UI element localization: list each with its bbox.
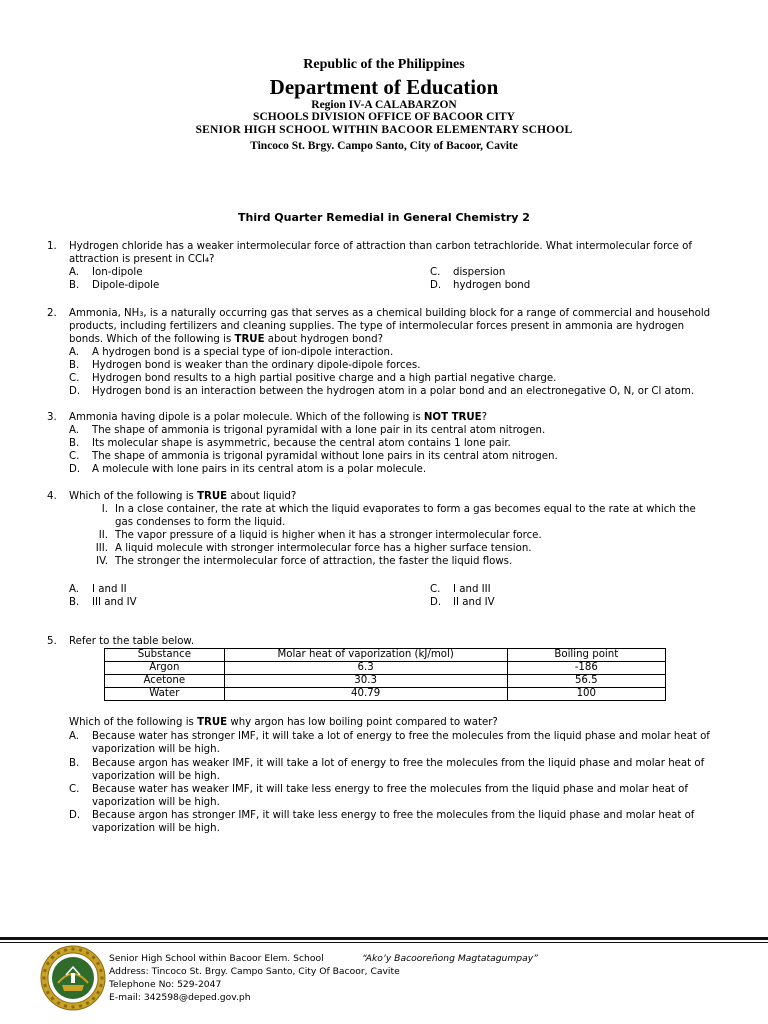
table-header-cell: Boiling point <box>507 649 665 662</box>
table-header-row <box>105 649 666 662</box>
q4-number: 4. <box>47 491 57 502</box>
q4-text: Which of the following is TRUE about liquid? <box>69 491 297 502</box>
table-cell: 100 <box>507 688 665 701</box>
footer-divider-thick <box>0 937 768 940</box>
table-header-cell: Molar heat of vaporization (kJ/mol) <box>224 649 507 662</box>
footer-telephone: Telephone No: 529-2047 <box>109 979 222 990</box>
table-cell: 56.5 <box>507 675 665 688</box>
q2-number: 2. <box>47 308 57 319</box>
seal-tooth <box>101 977 104 980</box>
footer-divider-thin <box>0 942 768 943</box>
table-row <box>105 662 666 675</box>
table-cell: 30.3 <box>224 675 507 688</box>
document-page: Republic of the Philippines Department of Education Region IV-A CALABARZON SCHOOLS DIVISION OFFICE OF BACOOR CITY SENIOR HIGH SCHOOL WITHIN BACOOR ELEMENTARY SCHOOL Tincoco St. Brgy. Campo Santo, City of Bacoor, Cavite Third Quarter Remedial in General Chemistry 2 1. Hydrogen chloride has a weaker intermolecular force of attraction than carbon tetrachloride. What intermolecular force of attraction is present in CCl₄? A. Ion-dipole B. Dipole-dipole C. dispersion D. hydrogen bond 2. Ammonia, NH₃, is a naturally occurring gas that serves as a chemical building block for a range of commercial and household products, including fertilizers and cleaning supplies. The type of intermolecular forces present in ammonia are hydrogen bonds. Which of the following is TRUE about hydrogen bond? A. A hydrogen bond is a special type of ion-dipole interaction. B. Hydrogen bond is weaker than the ordinary dipole-dipole forces. C. Hydrogen bond results to a high partial positive charge and a high partial negative charge. D. Hydrogen bond is an interaction between the hydrogen atom in a polar bond and an electronegative O, N, or Cl atom. 3. Ammonia having dipole is a polar molecule. Which of the following is NOT TRUE? A. The shape of ammonia is trigonal pyramidal with a lone pair in its central atom nitrogen. B. Its molecular shape is asymmetric, because the central atom contains 1 lone pair. C. The shape of ammonia is trigonal pyramidal without lone pairs in its central atom nitrogen. D. A molecule with lone pairs in its central atom is a polar molecule. 4. Which of the following is TRUE about liquid? I. In a close container, the rate at which the liquid evaporates to form a gas becomes equal to the rate at which the gas condenses to form the liquid. II. The vapor pressure of a liquid is higher when it has a stronger intermolecular force. III. A liquid molecule with stronger intermolecular force has a higher surface tension. IV. The stronger the intermolecular force of attraction, the faster the liquid flows. A. I and II B. III and IV C. I and III D. II and IV 5. Refer to the table below. Substance Molar heat of vaporization (kJ/mol) Boiling point Argon 6.3 -186 Acetone 30.3 56.5 Water 40.79 100 Which of the following is TRUE why argon has low boiling point compared to water? A. Because water has stronger IMF, it will take a lot of energy to free the molecules from the liquid phase and molar heat of vaporization will be high. B. Because argon has weaker IMF, it will take a lot of energy to free the molecules from the liquid phase and molar heat of vaporization will be high. C. Because water has weaker IMF, it will take less energy to free the molecules from the liquid phase and molar heat of vaporization will be high. D. Because argon has stronger IMF, it will take less energy to free the molecules from the liquid phase and molar heat of vaporization will be high. Senior High School within Bacoor Elem. School “Ako’y Bacooreñong Magtatagumpay” Address: Tincoco St. Brgy. Campo Santo, City Of Bacoor, Cavite Telephone No: 529-2047 E-mail: 342598@deped.gov.ph <box>0 0 768 1024</box>
header-division: SCHOOLS DIVISION OFFICE OF BACOOR CITY <box>253 111 515 123</box>
q2-text: Ammonia, NH₃, is a naturally occurring gas that serves as a chemical building block for a range of commercial and household products, including fertilizers and cleaning supplies. The type of intermolecular forces present in ammonia are hydrogen bonds. Which of the following is TRUE about hydrogen bond? <box>69 308 711 345</box>
q5-intro: Refer to the table below. <box>69 636 195 647</box>
table-cell: 6.3 <box>224 662 507 675</box>
header-school: SENIOR HIGH SCHOOL WITHIN BACOOR ELEMENTARY SCHOOL <box>195 124 573 136</box>
header-region: Region IV-A CALABARZON <box>311 99 457 111</box>
seal-tooth <box>72 948 75 951</box>
q1-text: Hydrogen chloride has a weaker intermolecular force of attraction than carbon tetrachloride. What intermolecular force of attraction is present in CCl₄? <box>69 241 692 265</box>
table-cell: -186 <box>507 662 665 675</box>
school-seal-icon <box>40 945 106 1011</box>
q5-text: Which of the following is TRUE why argon has low boiling point compared to water? <box>69 717 498 728</box>
seal-tooth <box>72 1006 75 1009</box>
q1-number: 1. <box>47 241 57 252</box>
footer-school-name: Senior High School within Bacoor Elem. School <box>109 953 324 964</box>
footer-motto: “Ako’y Bacooreñong Magtatagumpay” <box>362 953 538 964</box>
table-cell: Argon <box>105 662 225 675</box>
footer-address: Address: Tincoco St. Brgy. Campo Santo, City Of Bacoor, Cavite <box>109 966 400 977</box>
table-cell: 40.79 <box>224 688 507 701</box>
table-cell: Water <box>105 688 225 701</box>
seal-tooth <box>43 977 46 980</box>
q3-text: Ammonia having dipole is a polar molecule. Which of the following is NOT TRUE? <box>69 412 488 423</box>
exam-title: Third Quarter Remedial in General Chemistry 2 <box>238 211 530 224</box>
q5-number: 5. <box>47 636 57 647</box>
vaporization-table <box>104 648 666 701</box>
table-header-cell: Substance <box>105 649 225 662</box>
header-address: Tincoco St. Brgy. Campo Santo, City of Bacoor, Cavite <box>250 140 518 152</box>
footer-email: E-mail: 342598@deped.gov.ph <box>109 992 251 1003</box>
header-republic: Republic of the Philippines <box>303 57 465 72</box>
table-cell: Acetone <box>105 675 225 688</box>
q3-number: 3. <box>47 412 57 423</box>
header-department: Department of Education <box>269 75 499 99</box>
table-row <box>105 688 666 701</box>
table-row <box>105 675 666 688</box>
